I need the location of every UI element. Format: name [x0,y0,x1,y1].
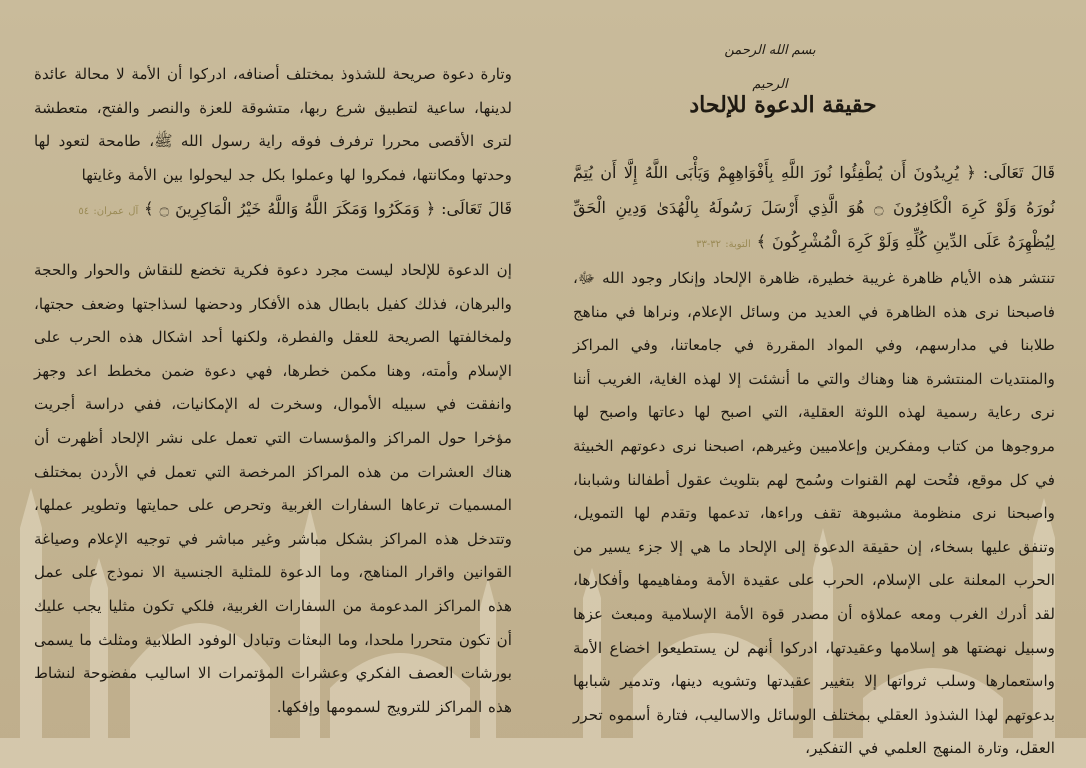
left-top-text-block [34,58,512,229]
left-body-paragraph: إن الدعوة للإلحاد ليست مجرد دعوة فكرية تخضع للنقاش والحوار والحجة والبرهان، فذلك كفيل بابطال هذه الأفكار ودحضها لسذاجتها وضعف حجتها، ولمخالفتها الصريحة للعقل والفطرة، ولكنها أحد اشكال هذه الحرب على الإسلام وأمته، وهنا مكمن خطرها، فهي دعوة ضمن مخطط اعد وجهز وانفقت في سبيله الأموال، وسخرت له الإمكانيات، ففي دراسة أجريت مؤخرا حول المراكز والمؤسسات التي تعمل على نشر الإلحاد أظهرت أن هناك العشرات من هذه المراكز المرخصة التي تعمل في الأردن بمختلف المسميات ترعاها السفارات الغربية وتحرص على حمايتها وتطوير عملها، وتتدخل هذه المراكز بشكل مباشر وغير مباشر في توجيه الإعلام وصياغة القوانين واقرار المناهج، وما الدعوة للمثلية الجنسية الا نموذج على عمل هذه المراكز المدعومة من السفارات الغربية، فلكي تكون مثليا يجب عليك أن تكون متحررا ملحدا، وما البعثات وتبادل الوفود الطلابية ومثلث ما يسمى بورشات العصف الفكري وعشرات المؤتمرات الا اساليب مفضوحة لنشاط هذه المراكز للترويج لسمومها وإفكها. [34,261,512,716]
right-body-text-block [573,262,1055,766]
left-top-paragraph: وتارة دعوة صريحة للشذوذ بمختلف أصنافه، ادركوا أن الأمة لا محالة عائدة لدينها، ساعية لتطبيق شرع ربها، متشوقة للعزة والنصر والفتح، متعطشة لترى الأقصى محررا ترفرف فوقه راية رسول الله ﷺ، طامحة لتعود لها وحدتها ومكانتها، فمكروا لها وعملوا بكل جد ليحولوا بين الأمة وغايتها [34,65,512,184]
left-verse-intro: قَالَ تَعَالَى: [441,199,512,219]
left-quran-verse: ﴿ وَمَكَرُوا وَمَكَرَ اللَّهُ وَاللَّهُ خَيْرُ الْمَاكِرِينَ ۝ ﴾ [144,199,436,219]
right-verse-intro: قَالَ تَعَالَى: [982,163,1056,182]
basmala-calligraphy [710,34,830,92]
right-verse-block [573,156,1055,262]
right-page [543,0,1086,768]
right-body-paragraph: تنتشر هذه الأيام ظاهرة غريبة خطيرة، ظاهرة الإلحاد وإنكار وجود الله ﷻ، فاصبحنا نرى هذه الظاهرة في العديد من وسائل الإعلام، ونراها في مناهج طلابنا في مدارسهم، وفي المواد المقررة في جامعاتنا، وفي المراكز والمنتديات المنتشرة هنا وهناك والتي ما أنشئت إلا لهذه الغاية، الغريب أننا نرى رعاية رسمية لهذه اللوثة العقلية، التي اصبح لها دعاتها واصبح لها مروجوها من كتاب ومفكرين وإعلاميين وغيرهم، اصبحنا نرى دعوتهم الخبيثة في كل موقع، فتُحت لهم القنوات وسُمح لهم بتلويث عقول أطفالنا وشبابنا، واصبحنا نرى منظومة مشبوهة تقف وراءها، تدعمها وتقدم لها التمويل، وتنفق عليها بسخاء، إن حقيقة الدعوة إلى الإلحاد ما هي إلا جزء يسير من الحرب المعلنة على الإسلام، الحرب على عقيدة الأمة ومفاهيمها وأفكارها، لقد أدرك الغرب ومعه عملاؤه أن مصدر قوة الأمة الإسلامية ومبعث عزها وسبيل نهضتها هو إسلامها وعقيدتها، ادركوا أنهم لن يستطيعوا اخضاع الأمة واستعمارها وسلب ثرواتها إلا بتغيير عقيدتها وتشويه دينها، وتدمير شبابها بدعوتهم لهذا الشذوذ العقلي بمختلف الوسائل والاساليب، فتارة أسموه تحرر العقل، وتارة المنهج العلمي في التفكير، [573,269,1055,758]
left-body-text-block [34,254,512,724]
right-quran-verse: ﴿ يُرِيدُونَ أَن يُطْفِئُوا نُورَ اللَّهِ بِأَفْوَاهِهِمْ وَيَأْبَى اللَّهُ إِلَّا أَن يُتِمَّ نُورَهُ وَلَوْ كَرِهَ الْكَافِرُونَ ۝ هُوَ الَّذِي أَرْسَلَ رَسُولَهُ بِالْهُدَىٰ وَدِينِ الْحَقِّ لِيُظْهِرَهُ عَلَى الدِّينِ كُلِّهِ وَلَوْ كَرِهَ الْمُشْرِكُونَ ﴾ [573,163,1055,252]
basmala-text: بسم الله الرحمن الرحيم [724,43,816,92]
right-verse-reference: التوبة: ٣٢-٣٣ [696,239,751,251]
left-verse-reference: آل عمران: ٥٤ [78,206,139,218]
page-title: حقيقة الدعوة للإلحاد [689,92,877,118]
